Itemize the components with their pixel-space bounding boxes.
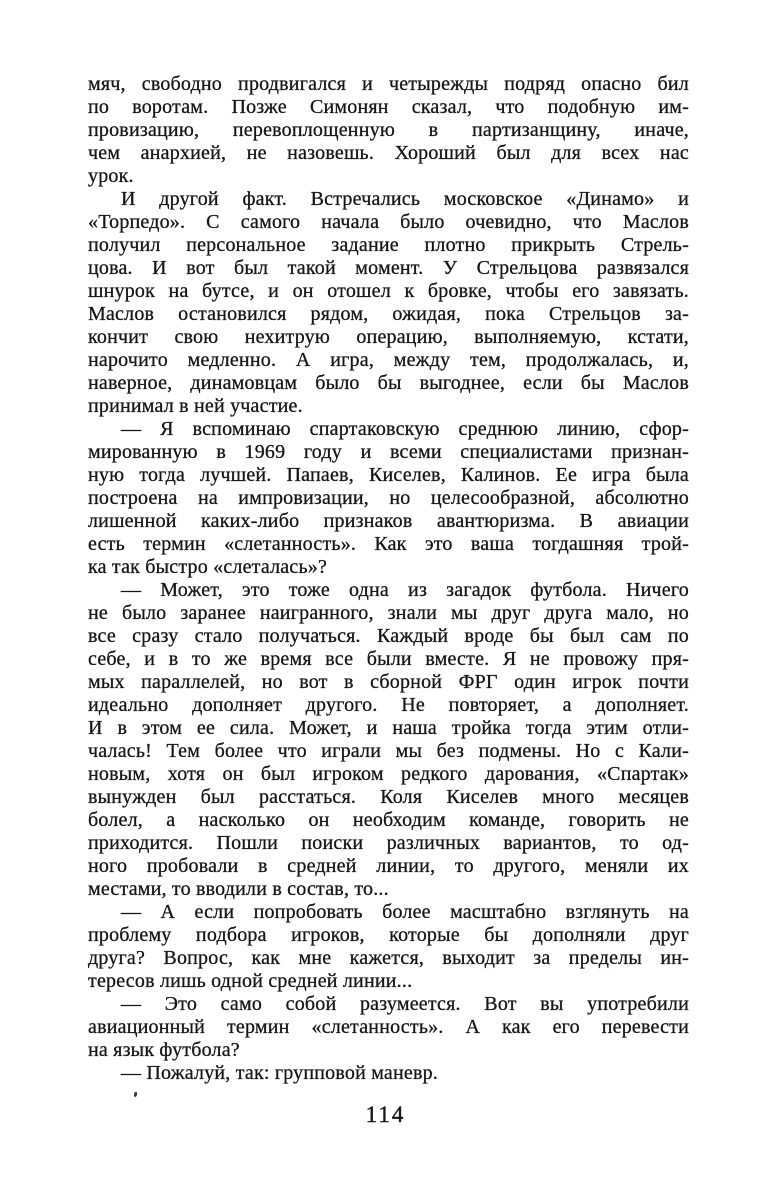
text-line: проблему подбора игроков, которые бы дополняли друг xyxy=(88,924,689,946)
text-line: ного пробовали в средней линии, то другого, меняли их xyxy=(88,855,689,877)
paragraph xyxy=(88,1062,689,1085)
text-line: чалась! Тем более что играли мы без подмены. Но с Кали- xyxy=(88,740,689,762)
text-line: цова. И вот был такой момент. У Стрельцова развязался xyxy=(88,257,689,279)
text-line: ную тогда лучшей. Папаев, Киселев, Калинов. Ее игра была xyxy=(88,464,689,486)
text-line: нарочито медленно. А игра, между тем, продолжалась, и, xyxy=(88,349,689,371)
text-line: кончит свою нехитрую операцию, выполняемую, кстати, xyxy=(88,326,689,348)
page-text xyxy=(88,73,689,1085)
text-line: идеально дополняет другого. Не повторяет, а дополняет. xyxy=(88,694,689,716)
paragraph xyxy=(88,901,689,993)
text-line: И другой факт. Встречались московское «Динамо» и xyxy=(121,188,689,210)
text-line: «Торпедо». С самого начала было очевидно, что Маслов xyxy=(88,211,689,233)
text-line: есть термин «слетанность». Как это ваша тогдашняя трой- xyxy=(88,533,689,555)
text-line: принимал в ней участие. xyxy=(88,395,303,417)
text-line: мяч, свободно продвигался и четырежды подряд опасно бил xyxy=(88,73,689,95)
text-line: Маслов остановился рядом, ожидая, пока Стрельцов за- xyxy=(88,303,689,325)
text-line: авиационный термин «слетанность». А как его перевести xyxy=(88,1016,689,1038)
text-line: лишенной каких-либо признаков авантюризма. В авиации xyxy=(88,510,689,532)
text-line: новым, хотя он был игроком редкого дарования, «Спартак» xyxy=(88,763,689,785)
text-line: И в этом ее сила. Может, и наша тройка тогда этим отли- xyxy=(88,717,689,739)
text-line: вынужден был расстаться. Коля Киселев много месяцев xyxy=(88,786,689,808)
text-line: приходится. Пошли поиски различных вариантов, то од- xyxy=(88,832,689,854)
paragraph xyxy=(88,418,689,579)
text-line: урок. xyxy=(88,165,134,187)
text-line: провизацию, перевоплощенную в партизанщину, иначе, xyxy=(88,119,689,141)
paragraph xyxy=(88,73,689,188)
text-line: — Пожалуй, так: групповой маневр. xyxy=(121,1062,439,1084)
paragraph xyxy=(88,579,689,901)
text-line: все сразу стало получаться. Каждый вроде бы был сам по xyxy=(88,625,689,647)
paragraph xyxy=(88,188,689,418)
text-line: шнурок на бутсе, и он отошел к бровке, чтобы его завязать. xyxy=(88,280,689,302)
text-line: не было заранее наигранного, знали мы друг друга мало, но xyxy=(88,602,689,624)
text-line: наверное, динамовцам было бы выгоднее, если бы Маслов xyxy=(88,372,689,394)
text-line: местами, то вводили в состав, то... xyxy=(88,878,389,900)
scan-artifact-dot xyxy=(134,1092,138,1098)
text-line: себе, и в то же время все были вместе. Я не провожу пря- xyxy=(88,648,689,670)
text-line: — Я вспоминаю спартаковскую среднюю линию, сфор- xyxy=(121,418,689,440)
text-line: тересов лишь одной средней линии... xyxy=(88,970,413,992)
text-line: мированную в 1969 году и всеми специалистами признан- xyxy=(88,441,689,463)
text-line: — Может, это тоже одна из загадок футбола. Ничего xyxy=(121,579,689,601)
text-line: друга? Вопрос, как мне кажется, выходит за пределы ин- xyxy=(88,947,689,969)
page-number: 114 xyxy=(365,1102,406,1127)
text-line: по воротам. Позже Симонян сказал, что подобную им- xyxy=(88,96,689,118)
text-line: болел, а насколько он необходим команде, говорить не xyxy=(88,809,689,831)
text-line: чем анархией, не назовешь. Хороший был для всех нас xyxy=(88,142,689,164)
text-line: на язык футбола? xyxy=(88,1039,240,1061)
text-line: построена на импровизации, но целесообразной, абсолютно xyxy=(88,487,689,509)
paragraph xyxy=(88,993,689,1062)
text-line: — Это само собой разумеется. Вот вы употребили xyxy=(121,993,689,1015)
text-line: — А если попробовать более масштабно взглянуть на xyxy=(121,901,689,923)
text-line: получил персональное задание плотно прикрыть Стрель- xyxy=(88,234,689,256)
text-line: мых параллелей, но вот в сборной ФРГ один игрок почти xyxy=(88,671,689,693)
text-line: ка так быстро «слеталась»? xyxy=(88,556,328,578)
